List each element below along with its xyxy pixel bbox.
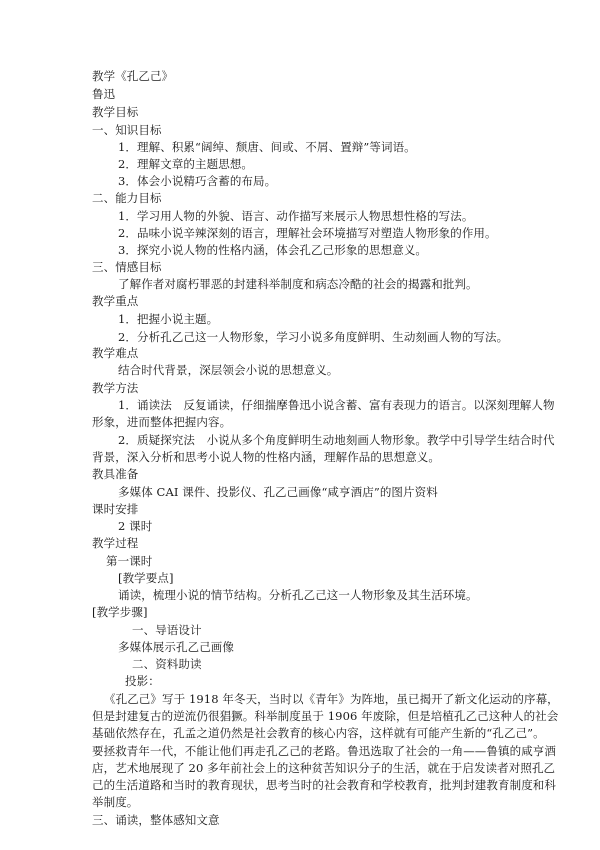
teaching-points-heading: [教学要点]	[118, 571, 174, 585]
method-1-line-2: 形象，进而整体把握内容。	[92, 415, 232, 429]
background-para-line-2: 但是封建复古的逆流仍很猖獗。科举制度虽于 1906 年废除，但是培植孔乙己这种人的社会	[92, 709, 559, 723]
difficulties-text: 结合时代背景，深层领会小说的思想意义。	[118, 363, 339, 377]
step-2-heading: 二、资料助读	[132, 657, 202, 671]
method-2-line-2: 背景，深入分析和思考小说人物的性格内涵，理解作品的思想意义。	[92, 450, 440, 464]
key-point-2: 2．分析孔乙己这一人物形象，学习小说多角度鲜明、生动刻画人物的写法。	[118, 330, 509, 344]
emotion-text: 了解作者对腐朽罪恶的封建科举制度和病态冷酷的社会的揭露和批判。	[118, 277, 478, 291]
background-para-line-6: 己的生活道路和当时的教育现状，思考当时的社会教育和学校教育，批判封建教育制度和科	[92, 778, 556, 792]
methods-heading: 教学方法	[92, 381, 139, 395]
projection-label: 投影：	[125, 674, 160, 688]
doc-title: 教学《孔乙己》	[92, 69, 174, 83]
knowledge-heading: 一、知识目标	[92, 123, 162, 137]
ability-item-3: 3．探究小说人物的性格内涵，体会孔乙己形象的思想意义。	[118, 243, 428, 257]
author-name: 鲁迅	[92, 87, 116, 101]
tools-text: 多媒体 CAI 课件、投影仪、孔乙己画像“咸亨酒店”的图片资料	[118, 485, 438, 499]
teaching-points-text: 诵读，梳理小说的情节结构。分析孔乙己这一人物形象及其生活环境。	[118, 588, 478, 602]
emotion-heading: 三、情感目标	[92, 260, 162, 274]
knowledge-item-3: 3．体会小说精巧含蓄的布局。	[118, 174, 277, 188]
ability-heading: 二、能力目标	[92, 191, 162, 205]
background-para-line-3: 基础依然存在，孔孟之道仍然是社会教育的核心内容，这样就有可能产生新的“孔乙己”。	[92, 726, 545, 740]
knowledge-item-1: 1．理解、积累“阔绰、颓唐、间或、不屑、置辩”等词语。	[118, 140, 416, 154]
step-1-heading: 一、导语设计	[132, 623, 202, 637]
teaching-steps-heading: [教学步骤]	[92, 605, 148, 619]
key-point-1: 1．把握小说主题。	[118, 312, 219, 326]
background-para-line-5: 店，艺术地展现了 20 多年前社会上的这种贫苦知识分子的生活，就在于启发读者对照孔乙	[92, 761, 556, 775]
background-para-line-7: 举制度。	[92, 795, 139, 809]
knowledge-item-2: 2．理解文章的主题思想。	[118, 157, 254, 171]
process-heading: 教学过程	[92, 536, 139, 550]
schedule-heading: 课时安排	[92, 502, 139, 516]
ability-item-1: 1．学习用人物的外貌、语言、动作描写来展示人物思想性格的写法。	[118, 209, 474, 223]
background-para-line-4: 要拯救青年一代，不能让他们再走孔乙己的老路。鲁迅选取了社会的一角——鲁镇的咸亨酒	[92, 744, 556, 758]
key-points-heading: 教学重点	[92, 294, 139, 308]
step-1-text: 多媒体展示孔乙己画像	[118, 640, 234, 654]
tools-heading: 教具准备	[92, 467, 139, 481]
goals-heading: 教学目标	[92, 105, 139, 119]
first-lesson-heading: 第一课时	[106, 554, 153, 568]
ability-item-2: 2．品味小说辛辣深刻的语言，理解社会环境描写对塑造人物形象的作用。	[118, 226, 497, 240]
method-2-line-1: 2．质疑探究法 小说从多个角度鲜明生动地刻画人物形象。教学中引导学生结合时代	[118, 433, 555, 447]
method-1-line-1: 1．诵读法 反复诵读，仔细揣摩鲁迅小说含蓄、富有表现力的语言。以深刻理解人物	[118, 398, 555, 412]
schedule-text: 2 课时	[118, 519, 153, 533]
difficulties-heading: 教学难点	[92, 346, 139, 360]
background-para-line-1: 《孔乙己》写于 1918 年冬天，当时以《青年》为阵地，虽已揭开了新文化运动的序幕，	[104, 692, 559, 706]
step-3-heading: 三、诵读，整体感知文意	[92, 813, 220, 827]
